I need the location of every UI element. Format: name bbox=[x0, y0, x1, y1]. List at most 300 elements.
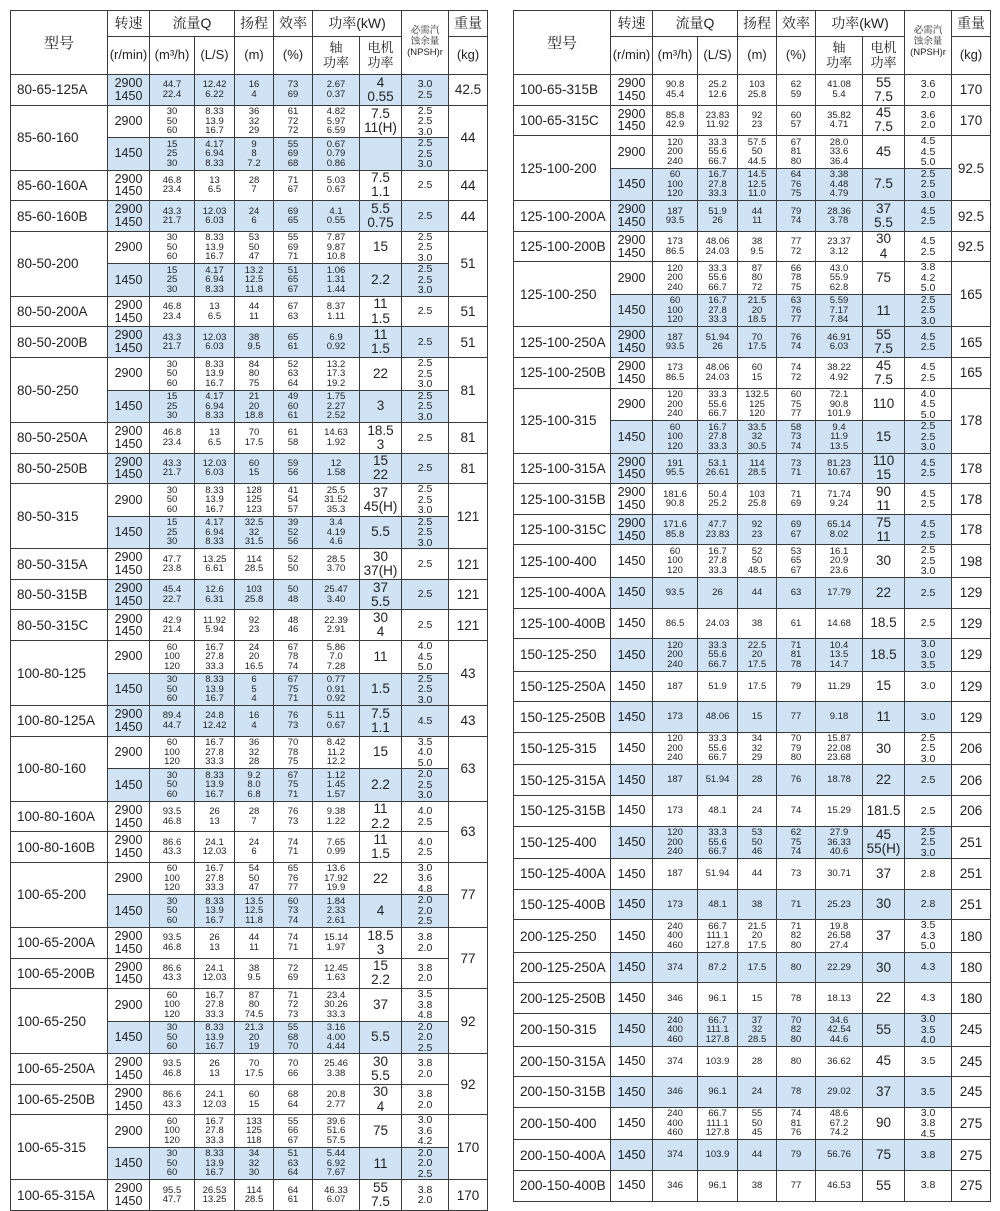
efficiency-cell: 80 bbox=[777, 1046, 816, 1077]
npsh-cell: 4.0 2.5 bbox=[402, 801, 449, 832]
npsh-cell: 2.5 bbox=[905, 608, 952, 639]
head-cell: 52 50 48.5 bbox=[738, 545, 777, 578]
head-cell: 114 28.5 bbox=[235, 1180, 274, 1211]
model-cell: 100-65-315A bbox=[11, 1180, 108, 1211]
shaft-power-cell: 15.29 bbox=[816, 796, 863, 827]
flow-m3h-cell: 60 100 120 bbox=[150, 989, 195, 1022]
weight-cell: 44 bbox=[449, 201, 488, 232]
head-cell: 22.5 20 17.5 bbox=[738, 639, 777, 672]
weight-cell: 63 bbox=[449, 801, 488, 862]
table-row bbox=[11, 327, 488, 358]
speed-cell: 2900 1450 bbox=[108, 927, 150, 958]
weight-cell: 42.5 bbox=[449, 75, 488, 106]
table-row bbox=[11, 989, 488, 1022]
head-cell: 36 32 29 bbox=[235, 105, 274, 138]
head-cell: 60 15 bbox=[738, 358, 777, 389]
model-cell: 125-100-400A bbox=[514, 577, 611, 608]
npsh-cell: 3.5 bbox=[905, 1046, 952, 1077]
motor-power-cell: 110 15 bbox=[863, 453, 905, 484]
motor-power-cell: 3 bbox=[360, 390, 402, 423]
table-row bbox=[11, 927, 488, 958]
table-row bbox=[514, 1046, 991, 1077]
flow-ls-cell: 13 6.5 bbox=[195, 423, 235, 454]
speed-cell: 2900 1450 bbox=[108, 75, 150, 106]
shaft-power-cell: 9.4 11.9 13.5 bbox=[816, 421, 863, 454]
weight-cell: 251 bbox=[952, 859, 991, 890]
flow-ls-cell: 16.7 27.8 33.3 bbox=[698, 294, 738, 327]
motor-power-cell: 55 bbox=[863, 1014, 905, 1047]
head-cell: 114 28.5 bbox=[738, 453, 777, 484]
model-cell: 200-150-315B bbox=[514, 1077, 611, 1108]
head-cell: 24 6 bbox=[235, 201, 274, 232]
flow-ls-cell: 8.33 13.9 16.7 bbox=[195, 1021, 235, 1054]
speed-cell: 1450 bbox=[108, 138, 150, 171]
flow-m3h-cell: 60 100 120 bbox=[653, 168, 698, 201]
motor-power-cell: 30 bbox=[863, 545, 905, 578]
shaft-power-cell: 5.86 7.0 7.28 bbox=[313, 641, 360, 674]
flow-ls-cell: 51.94 bbox=[698, 765, 738, 796]
npsh-cell: 2.0 2.0 2.5 bbox=[402, 1147, 449, 1180]
npsh-cell: 2.5 bbox=[402, 296, 449, 327]
flow-ls-cell: 13.25 6.61 bbox=[195, 549, 235, 580]
motor-power-cell: 4 bbox=[360, 895, 402, 928]
efficiency-cell: 77 72 bbox=[777, 231, 816, 262]
speed-cell: 2900 bbox=[108, 1115, 150, 1148]
speed-cell: 2900 1450 bbox=[108, 296, 150, 327]
head-cell: 28 7 bbox=[235, 801, 274, 832]
speed-cell: 1450 bbox=[611, 859, 653, 890]
shaft-power-cell: 22.39 2.91 bbox=[313, 610, 360, 641]
table-row bbox=[514, 1170, 991, 1201]
speed-cell: 2900 1450 bbox=[611, 484, 653, 515]
model-cell: 125-100-200 bbox=[514, 136, 611, 201]
speed-cell: 1450 bbox=[611, 1170, 653, 1201]
npsh-cell: 4.5 bbox=[402, 706, 449, 737]
efficiency-cell: 66 78 75 bbox=[777, 262, 816, 295]
efficiency-cell: 55 69 68 bbox=[274, 138, 313, 171]
shaft-power-cell: 28.36 3.78 bbox=[816, 201, 863, 232]
weight-cell: 121 bbox=[449, 484, 488, 549]
flow-ls-cell: 103.9 bbox=[698, 1140, 738, 1171]
npsh-cell: 3.8 2.0 bbox=[402, 1180, 449, 1211]
npsh-cell: 4.0 4.5 5.0 bbox=[905, 388, 952, 421]
motor-power-cell: 7.5 1.1 bbox=[360, 706, 402, 737]
flow-m3h-cell: 30 50 60 bbox=[150, 895, 195, 928]
flow-m3h-cell: 95.5 47.7 bbox=[150, 1180, 195, 1211]
head-cell: 53 50 47 bbox=[235, 231, 274, 264]
motor-power-cell: 15 2.2 bbox=[360, 958, 402, 989]
model-cell: 80-65-125A bbox=[11, 75, 108, 106]
head-cell: 17.5 bbox=[738, 671, 777, 702]
speed-cell: 2900 1450 bbox=[611, 358, 653, 389]
motor-power-cell: 11 1.5 bbox=[360, 327, 402, 358]
efficiency-cell: 70 78 75 bbox=[274, 736, 313, 769]
npsh-cell: 3.6 2.0 bbox=[905, 105, 952, 136]
weight-cell: 206 bbox=[952, 765, 991, 796]
flow-m3h-cell: 90.8 45.4 bbox=[653, 75, 698, 106]
speed-cell: 2900 bbox=[108, 105, 150, 138]
flow-m3h-cell: 187 93.5 bbox=[653, 201, 698, 232]
pump-spec-table-right bbox=[513, 10, 991, 1202]
npsh-cell: 4.5 2.5 bbox=[905, 358, 952, 389]
model-cell: 100-65-315C bbox=[514, 105, 611, 136]
motor-power-cell: 15 bbox=[863, 421, 905, 454]
npsh-cell: 2.5 bbox=[905, 577, 952, 608]
flow-m3h-cell: 187 93.5 bbox=[653, 327, 698, 358]
flow-m3h-cell: 86.6 43.3 bbox=[150, 958, 195, 989]
motor-power-cell: 22 bbox=[360, 358, 402, 391]
shaft-power-cell: 0.67 0.79 0.86 bbox=[313, 138, 360, 171]
model-cell: 80-50-315A bbox=[11, 549, 108, 580]
table-row bbox=[11, 832, 488, 863]
shaft-power-cell: 48.6 67.2 74.2 bbox=[816, 1107, 863, 1140]
motor-power-cell: 90 11 bbox=[863, 484, 905, 515]
speed-cell: 2900 bbox=[108, 358, 150, 391]
flow-ls-cell: 4.17 6.94 8.33 bbox=[195, 138, 235, 171]
model-cell: 100-65-250 bbox=[11, 989, 108, 1054]
flow-m3h-cell: 60 100 120 bbox=[653, 294, 698, 327]
motor-power-cell: 37 bbox=[863, 1077, 905, 1108]
flow-ls-cell: 24.8 12.42 bbox=[195, 706, 235, 737]
weight-cell: 51 bbox=[449, 231, 488, 296]
model-cell: 100-65-250A bbox=[11, 1054, 108, 1085]
motor-power-cell: 15 22 bbox=[360, 453, 402, 484]
npsh-cell: 2.5 bbox=[402, 423, 449, 454]
speed-cell: 2900 bbox=[108, 862, 150, 895]
table-row bbox=[11, 1084, 488, 1115]
efficiency-cell: 62 75 74 bbox=[777, 826, 816, 859]
table-row bbox=[514, 577, 991, 608]
table-row bbox=[514, 1107, 991, 1140]
flow-ls-cell: 12.03 6.03 bbox=[195, 327, 235, 358]
weight-cell: 245 bbox=[952, 1046, 991, 1077]
flow-ls-cell: 33.3 55.6 66.7 bbox=[698, 262, 738, 295]
efficiency-cell: 74 71 bbox=[274, 927, 313, 958]
motor-power-cell: 5.5 0.75 bbox=[360, 201, 402, 232]
motor-power-cell: 22 bbox=[360, 862, 402, 895]
flow-ls-cell: 48.06 bbox=[698, 702, 738, 733]
head-cell: 133 125 118 bbox=[235, 1115, 274, 1148]
speed-cell: 2900 1450 bbox=[108, 706, 150, 737]
weight-cell: 44 bbox=[449, 105, 488, 170]
flow-ls-cell: 24.03 bbox=[698, 608, 738, 639]
flow-ls-cell: 48.1 bbox=[698, 796, 738, 827]
head-cell: 44 bbox=[738, 577, 777, 608]
shaft-power-cell: 5.11 0.67 bbox=[313, 706, 360, 737]
head-cell: 33.5 32 30.5 bbox=[738, 421, 777, 454]
weight-cell: 77 bbox=[449, 927, 488, 988]
flow-m3h-cell: 30 50 60 bbox=[150, 1021, 195, 1054]
flow-m3h-cell: 86.6 43.3 bbox=[150, 832, 195, 863]
efficiency-cell: 74 bbox=[777, 796, 816, 827]
efficiency-cell: 63 bbox=[777, 577, 816, 608]
npsh-cell: 2.5 2.5 3.0 bbox=[905, 168, 952, 201]
model-cell: 80-50-250B bbox=[11, 453, 108, 484]
flow-ls-cell: 96.1 bbox=[698, 1170, 738, 1201]
shaft-power-cell: 27.9 36.33 40.6 bbox=[816, 826, 863, 859]
model-cell: 150-125-400A bbox=[514, 859, 611, 890]
table-row bbox=[514, 358, 991, 389]
speed-cell: 2900 bbox=[611, 388, 653, 421]
table-row bbox=[11, 201, 488, 232]
flow-m3h-cell: 346 bbox=[653, 1077, 698, 1108]
table-row bbox=[11, 736, 488, 769]
flow-m3h-cell: 374 bbox=[653, 1140, 698, 1171]
speed-cell: 1450 bbox=[108, 1021, 150, 1054]
flow-ls-cell: 33.3 55.6 66.7 bbox=[698, 136, 738, 169]
head-cell: 17.5 bbox=[738, 952, 777, 983]
weight-cell: 170 bbox=[952, 105, 991, 136]
head-cell: 16 4 bbox=[235, 706, 274, 737]
motor-power-cell: 11 2.2 bbox=[360, 801, 402, 832]
speed-cell: 2900 1450 bbox=[108, 327, 150, 358]
head-cell: 37 32 28.5 bbox=[738, 1014, 777, 1047]
speed-cell: 1450 bbox=[611, 1046, 653, 1077]
flow-m3h-cell: 15 25 30 bbox=[150, 516, 195, 549]
speed-cell: 2900 bbox=[108, 989, 150, 1022]
header-efficiency: 效率 bbox=[274, 11, 313, 37]
flow-m3h-cell: 173 bbox=[653, 889, 698, 920]
motor-power-cell: 11 bbox=[863, 294, 905, 327]
model-cell: 125-100-400 bbox=[514, 545, 611, 578]
npsh-cell: 2.5 2.5 3.0 bbox=[402, 673, 449, 706]
header-flow-unit-m3h: (m³/h) bbox=[653, 37, 698, 75]
shaft-power-cell: 34.6 42.54 44.6 bbox=[816, 1014, 863, 1047]
flow-ls-cell: 33.3 55.6 66.7 bbox=[698, 732, 738, 765]
shaft-power-cell: 20.8 2.77 bbox=[313, 1084, 360, 1115]
motor-power-cell: 55 7.5 bbox=[360, 1180, 402, 1211]
model-cell: 80-50-200A bbox=[11, 296, 108, 327]
weight-cell: 206 bbox=[952, 796, 991, 827]
weight-cell: 198 bbox=[952, 545, 991, 578]
flow-m3h-cell: 15 25 30 bbox=[150, 264, 195, 297]
table-row bbox=[11, 484, 488, 517]
motor-power-cell: 30 4 bbox=[863, 231, 905, 262]
flow-m3h-cell: 46.8 23.4 bbox=[150, 296, 195, 327]
header-flow-unit-m3h: (m³/h) bbox=[150, 37, 195, 75]
table-row bbox=[514, 765, 991, 796]
table-row bbox=[11, 1054, 488, 1085]
table-row bbox=[514, 859, 991, 890]
head-cell: 92 23 bbox=[738, 514, 777, 545]
model-cell: 80-50-315C bbox=[11, 610, 108, 641]
head-cell: 28 bbox=[738, 765, 777, 796]
efficiency-cell: 64 61 bbox=[274, 1180, 313, 1211]
shaft-power-cell: 12.45 1.63 bbox=[313, 958, 360, 989]
flow-m3h-cell: 93.5 46.8 bbox=[150, 1054, 195, 1085]
efficiency-cell: 71 69 bbox=[777, 484, 816, 515]
npsh-cell: 2.5 bbox=[905, 796, 952, 827]
efficiency-cell: 76 bbox=[777, 765, 816, 796]
motor-power-cell: 18.5 bbox=[863, 608, 905, 639]
efficiency-cell: 62 59 bbox=[777, 75, 816, 106]
motor-power-cell: 45 7.5 bbox=[863, 105, 905, 136]
npsh-cell: 2.5 2.5 3.0 bbox=[402, 231, 449, 264]
npsh-cell: 3.5 4.0 5.0 bbox=[402, 736, 449, 769]
npsh-cell: 3.0 3.6 4.2 bbox=[402, 1115, 449, 1148]
model-cell: 125-100-315B bbox=[514, 484, 611, 515]
shaft-power-cell: 28.0 33.6 36.4 bbox=[816, 136, 863, 169]
flow-ls-cell: 8.33 13.9 16.7 bbox=[195, 1147, 235, 1180]
npsh-cell: 2.5 2.5 3.0 bbox=[402, 516, 449, 549]
head-cell: 84 80 75 bbox=[235, 358, 274, 391]
table-row bbox=[514, 983, 991, 1014]
table-row bbox=[11, 579, 488, 610]
speed-cell: 1450 bbox=[611, 577, 653, 608]
header-speed: 转速 bbox=[611, 11, 653, 37]
flow-ls-cell: 16.7 27.8 33.3 bbox=[698, 545, 738, 578]
flow-ls-cell: 51.94 bbox=[698, 859, 738, 890]
flow-ls-cell: 4.17 6.94 8.33 bbox=[195, 516, 235, 549]
table-row bbox=[514, 671, 991, 702]
efficiency-cell: 41 54 57 bbox=[274, 484, 313, 517]
npsh-cell: 4.5 2.5 bbox=[905, 453, 952, 484]
npsh-cell: 4.3 bbox=[905, 952, 952, 983]
weight-cell: 129 bbox=[952, 639, 991, 672]
weight-cell: 165 bbox=[952, 358, 991, 389]
table-row bbox=[11, 231, 488, 264]
table-row bbox=[514, 514, 991, 545]
npsh-cell: 3.5 bbox=[905, 1077, 952, 1108]
weight-cell: 275 bbox=[952, 1170, 991, 1201]
flow-ls-cell: 13 6.5 bbox=[195, 170, 235, 201]
flow-ls-cell: 11.92 5.94 bbox=[195, 610, 235, 641]
weight-cell: 81 bbox=[449, 423, 488, 454]
efficiency-cell: 76 74 bbox=[777, 327, 816, 358]
model-cell: 200-125-250 bbox=[514, 920, 611, 953]
efficiency-cell: 71 82 80 bbox=[777, 920, 816, 953]
npsh-cell: 3.8 4.2 5.0 bbox=[905, 262, 952, 295]
speed-cell: 2900 1450 bbox=[108, 1180, 150, 1211]
motor-power-cell: 11 bbox=[863, 702, 905, 733]
motor-power-cell: 30 bbox=[863, 889, 905, 920]
table-row bbox=[514, 136, 991, 169]
flow-m3h-cell: 346 bbox=[653, 983, 698, 1014]
npsh-cell: 2.8 bbox=[905, 889, 952, 920]
flow-m3h-cell: 47.7 23.8 bbox=[150, 549, 195, 580]
motor-power-cell: 30 bbox=[863, 732, 905, 765]
npsh-cell: 3.0 3.0 3.5 bbox=[905, 639, 952, 672]
flow-m3h-cell: 346 bbox=[653, 1170, 698, 1201]
model-cell: 100-80-160A bbox=[11, 801, 108, 832]
efficiency-cell: 79 bbox=[777, 671, 816, 702]
table-row bbox=[514, 702, 991, 733]
head-cell: 28 7 bbox=[235, 170, 274, 201]
head-cell: 6 5 4 bbox=[235, 673, 274, 706]
model-cell: 200-150-400B bbox=[514, 1170, 611, 1201]
head-cell: 34 32 29 bbox=[738, 732, 777, 765]
motor-power-cell: 30 37(H) bbox=[360, 549, 402, 580]
model-cell: 150-125-315B bbox=[514, 796, 611, 827]
model-cell: 100-80-125A bbox=[11, 706, 108, 737]
shaft-power-cell: 15.87 22.08 23.68 bbox=[816, 732, 863, 765]
model-cell: 100-80-160B bbox=[11, 832, 108, 863]
motor-power-cell: 45 55(H) bbox=[863, 826, 905, 859]
model-cell: 150-125-400 bbox=[514, 826, 611, 859]
weight-cell: 178 bbox=[952, 514, 991, 545]
model-cell: 125-100-250B bbox=[514, 358, 611, 389]
table-row bbox=[514, 732, 991, 765]
header-speed-unit: (r/min) bbox=[108, 37, 150, 75]
npsh-cell: 3.6 2.0 bbox=[905, 75, 952, 106]
flow-m3h-cell: 60 100 120 bbox=[653, 545, 698, 578]
flow-ls-cell: 4.17 6.94 8.33 bbox=[195, 264, 235, 297]
npsh-cell: 2.5 2.5 3.0 bbox=[905, 294, 952, 327]
model-cell: 150-125-400B bbox=[514, 889, 611, 920]
motor-power-cell: 110 bbox=[863, 388, 905, 421]
flow-ls-cell: 51.9 bbox=[698, 671, 738, 702]
table-row bbox=[11, 75, 488, 106]
table-row bbox=[514, 453, 991, 484]
shaft-power-cell: 14.63 1.92 bbox=[313, 423, 360, 454]
weight-cell: 165 bbox=[952, 262, 991, 327]
flow-ls-cell: 96.1 bbox=[698, 1077, 738, 1108]
weight-cell: 206 bbox=[952, 732, 991, 765]
flow-ls-cell: 16.7 27.8 33.3 bbox=[698, 421, 738, 454]
model-cell: 150-125-250B bbox=[514, 702, 611, 733]
speed-cell: 2900 1450 bbox=[108, 801, 150, 832]
weight-cell: 63 bbox=[449, 736, 488, 801]
flow-m3h-cell: 120 200 240 bbox=[653, 732, 698, 765]
npsh-cell: 4.5 2.5 bbox=[905, 514, 952, 545]
efficiency-cell: 73 71 bbox=[777, 453, 816, 484]
flow-m3h-cell: 181.6 90.8 bbox=[653, 484, 698, 515]
speed-cell: 1450 bbox=[108, 769, 150, 802]
npsh-cell: 2.5 2.5 3.0 bbox=[905, 732, 952, 765]
flow-m3h-cell: 173 86.5 bbox=[653, 358, 698, 389]
head-cell: 21.5 20 17.5 bbox=[738, 920, 777, 953]
flow-m3h-cell: 173 bbox=[653, 702, 698, 733]
weight-cell: 77 bbox=[449, 862, 488, 927]
flow-ls-cell: 16.7 27.8 33.3 bbox=[195, 862, 235, 895]
pump-spec-table-left bbox=[10, 10, 488, 1211]
weight-cell: 165 bbox=[952, 327, 991, 358]
header-head: 扬程 bbox=[738, 11, 777, 37]
table-row bbox=[514, 545, 991, 578]
table-row bbox=[11, 610, 488, 641]
motor-power-cell: 18.5 3 bbox=[360, 927, 402, 958]
model-cell: 80-50-315 bbox=[11, 484, 108, 549]
flow-m3h-cell: 15 25 30 bbox=[150, 138, 195, 171]
head-cell: 103 25.8 bbox=[738, 484, 777, 515]
speed-cell: 1450 bbox=[611, 765, 653, 796]
header-weight-unit: (kg) bbox=[449, 37, 488, 75]
speed-cell: 1450 bbox=[611, 702, 653, 733]
speed-cell: 2900 1450 bbox=[108, 170, 150, 201]
head-cell: 44 11 bbox=[738, 201, 777, 232]
flow-ls-cell: 16.7 27.8 33.3 bbox=[195, 989, 235, 1022]
efficiency-cell: 69 65 bbox=[274, 201, 313, 232]
flow-m3h-cell: 93.5 46.8 bbox=[150, 801, 195, 832]
speed-cell: 1450 bbox=[611, 168, 653, 201]
flow-m3h-cell: 240 400 460 bbox=[653, 1014, 698, 1047]
flow-m3h-cell: 44.7 22.4 bbox=[150, 75, 195, 106]
motor-power-cell: 22 bbox=[863, 765, 905, 796]
motor-power-cell: 45 bbox=[863, 1046, 905, 1077]
motor-power-cell: 37 bbox=[863, 920, 905, 953]
npsh-cell: 2.5 bbox=[402, 201, 449, 232]
shaft-power-cell: 1.12 1.45 1.57 bbox=[313, 769, 360, 802]
shaft-power-cell: 14.68 bbox=[816, 608, 863, 639]
flow-m3h-cell: 240 400 460 bbox=[653, 1107, 698, 1140]
flow-ls-cell: 53.1 26.61 bbox=[698, 453, 738, 484]
weight-cell: 51 bbox=[449, 296, 488, 327]
flow-m3h-cell: 120 200 240 bbox=[653, 639, 698, 672]
head-cell: 36 32 28 bbox=[235, 736, 274, 769]
motor-power-cell: 37 bbox=[360, 989, 402, 1022]
shaft-power-cell: 29.02 bbox=[816, 1077, 863, 1108]
efficiency-cell: 72 69 bbox=[274, 958, 313, 989]
